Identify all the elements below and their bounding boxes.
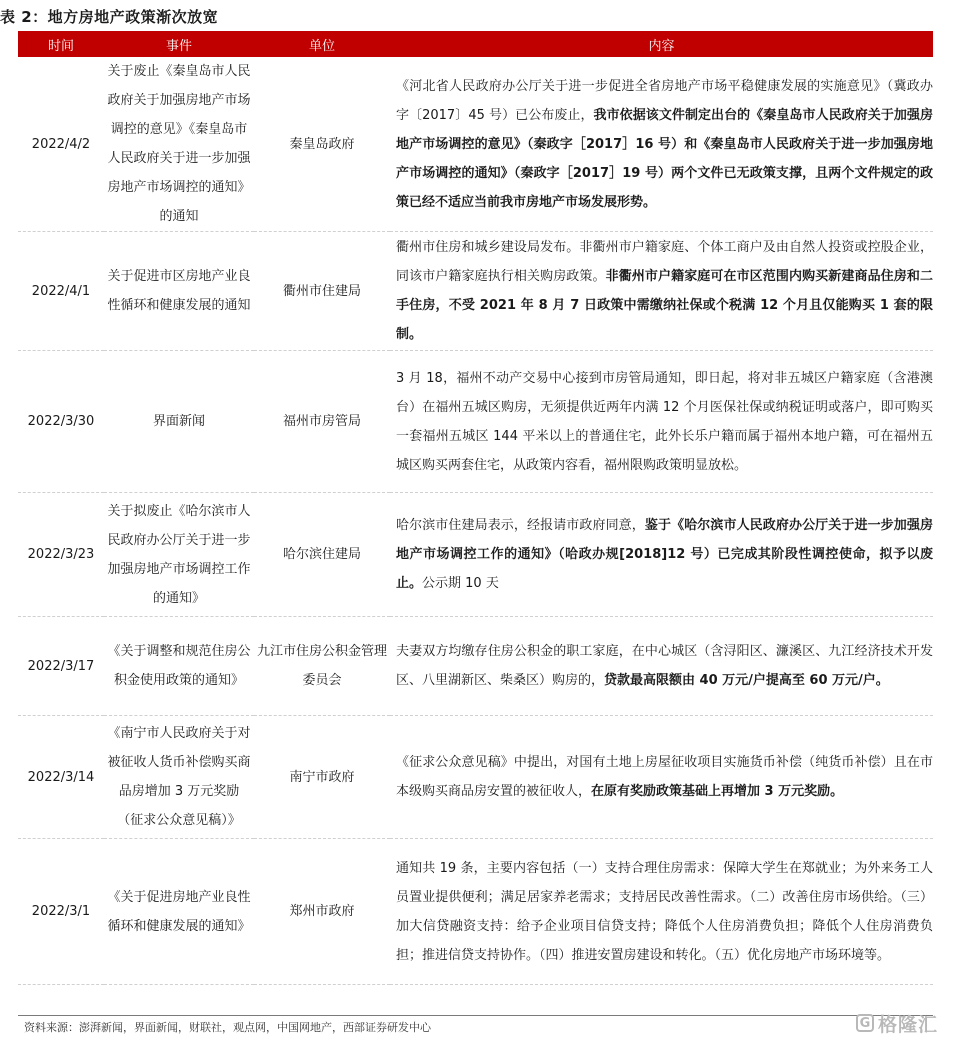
table-title: 表 2：地方房地产政策渐次放宽: [0, 8, 219, 26]
row-event: 关于促进市区房地产业良性循环和健康发展的通知: [104, 232, 254, 351]
row-content: [390, 351, 933, 493]
row-time: 2022/4/2: [18, 57, 104, 232]
row-event: 《南宁市人民政府关于对被征收人货币补偿购买商品房增加 3 万元奖励（征求公众意见稿）》: [104, 716, 254, 839]
row-event: 界面新闻: [104, 351, 254, 493]
table-row: [18, 57, 933, 232]
content-bold-segment: 鉴于《哈尔滨市人民政府办公厅关于进一步加强房地产市场调控工作的通知》（哈政办规[2018]12 号）已完成其阶段性调控使命，拟予以废止。: [396, 518, 933, 591]
footer-divider: [18, 1015, 933, 1016]
content-segment: 哈尔滨市住建局表示，经报请市政府同意，: [396, 518, 645, 533]
content-segment: 公示期 10 天: [422, 576, 499, 591]
row-event: 《关于促进房地产业良性循环和健康发展的通知》: [104, 839, 254, 985]
row-content: [390, 232, 933, 351]
table-row: [18, 232, 933, 351]
row-time: 2022/3/30: [18, 351, 104, 493]
row-unit: 哈尔滨住建局: [254, 493, 390, 617]
table-row: [18, 351, 933, 493]
content-segment: 3 月 18，福州不动产交易中心接到市房管局通知，即日起，将对非五城区户籍家庭（含港澳台）在福州五城区购房，无须提供近两年内满 12 个月医保社保或纳税证明或落户，即可购买一套福州五城区 144 平米以上的普通住宅，此外长乐户籍而属于福州本地户籍，可在福州五城区购买两套住宅，从政策内容看，福州限购政策明显放松。: [396, 370, 933, 473]
row-content: [390, 839, 933, 985]
policy-table: [18, 31, 933, 985]
table-row: [18, 716, 933, 839]
content-bold-segment: 我市依据该文件制定出台的《秦皇岛市人民政府关于加强房地产市场调控的意见》（秦政字［2017］16 号）和《秦皇岛市人民政府关于进一步加强房地产市场调控的通知》（秦政字［2017］19 号）两个文件已无政策支撑，且两个文件规定的政策已经不适应当前我市房地产市场发展形势。: [396, 107, 933, 210]
header-content: 内容: [390, 31, 933, 57]
row-content: [390, 57, 933, 232]
source-note: 资料来源：澎湃新闻，界面新闻，财联社，观点网，中国网地产，西部证券研发中心: [24, 1021, 431, 1034]
content-segment: 《征求公众意见稿》中提出，对国有土地上房屋征收项目实施货币补偿（纯货币补偿）且在市本级购买商品房安置的被征收人，: [396, 755, 933, 799]
table-body: [18, 57, 933, 985]
row-unit: 九江市住房公积金管理委员会: [254, 617, 390, 716]
row-unit: 郑州市政府: [254, 839, 390, 985]
row-time: 2022/3/14: [18, 716, 104, 839]
row-event: 关于废止《秦皇岛市人民政府关于加强房地产市场调控的意见》《秦皇岛市人民政府关于进一步加强房地产市场调控的通知》的通知: [104, 57, 254, 232]
content-segment: 夫妻双方均缴存住房公积金的职工家庭，在中心城区（含浔阳区、濂溪区、九江经济技术开发区、八里湖新区、柴桑区）购房的，: [396, 644, 933, 688]
table-row: [18, 493, 933, 617]
row-event: 关于拟废止《哈尔滨市人民政府办公厅关于进一步加强房地产市场调控工作的通知》: [104, 493, 254, 617]
row-content: [390, 716, 933, 839]
row-unit: 衢州市住建局: [254, 232, 390, 351]
header-unit: 单位: [254, 31, 390, 57]
content-segment: 《河北省人民政府办公厅关于进一步促进全省房地产市场平稳健康发展的实施意见》（冀政办字〔2017〕45 号）已公布废止，: [396, 78, 933, 123]
row-time: 2022/3/1: [18, 839, 104, 985]
content-bold-segment: 在原有奖励政策基础上再增加 3 万元奖励。: [591, 784, 844, 799]
header-event: 事件: [104, 31, 254, 57]
content-segment: 衢州市住房和城乡建设局发布。非衢州市户籍家庭、个体工商户及由自然人投资或控股企业，同该市户籍家庭执行相关购房政策。: [396, 240, 933, 284]
content-segment: 通知共 19 条，主要内容包括（一）支持合理住房需求：保障大学生在郑就业；为外来务工人员置业提供便利；满足居家养老需求；支持居民改善性需求。（二）改善住房市场供给。（三）加大信贷融资支持：给予企业项目信贷支持；降低个人住房消费负担；降低个人住房消费负担；推进信贷支持协作。（四）推进安置房建设和转化。（五）优化房地产市场环境等。: [396, 860, 933, 963]
table-header-row: [18, 31, 933, 57]
gelonghui-logo-icon: G: [856, 1014, 874, 1032]
row-content: [390, 617, 933, 716]
table-row: [18, 617, 933, 716]
row-unit: 秦皇岛政府: [254, 57, 390, 232]
content-bold-segment: 贷款最高限额由 40 万元/户提高至 60 万元/户。: [604, 673, 889, 688]
row-time: 2022/4/1: [18, 232, 104, 351]
row-time: 2022/3/17: [18, 617, 104, 716]
table-row: [18, 839, 933, 985]
row-time: 2022/3/23: [18, 493, 104, 617]
watermark-text: 格隆汇: [878, 1013, 939, 1036]
row-unit: 南宁市政府: [254, 716, 390, 839]
watermark-logo: [856, 1010, 950, 1036]
content-bold-segment: 非衢州市户籍家庭可在市区范围内购买新建商品住房和二手住房，不受 2021 年 8 月 7 日政策中需缴纳社保或个税满 12 个月且仅能购买 1 套的限制。: [396, 269, 933, 342]
row-content: [390, 493, 933, 617]
row-unit: 福州市房管局: [254, 351, 390, 493]
header-time: 时间: [18, 31, 104, 57]
row-event: 《关于调整和规范住房公积金使用政策的通知》: [104, 617, 254, 716]
